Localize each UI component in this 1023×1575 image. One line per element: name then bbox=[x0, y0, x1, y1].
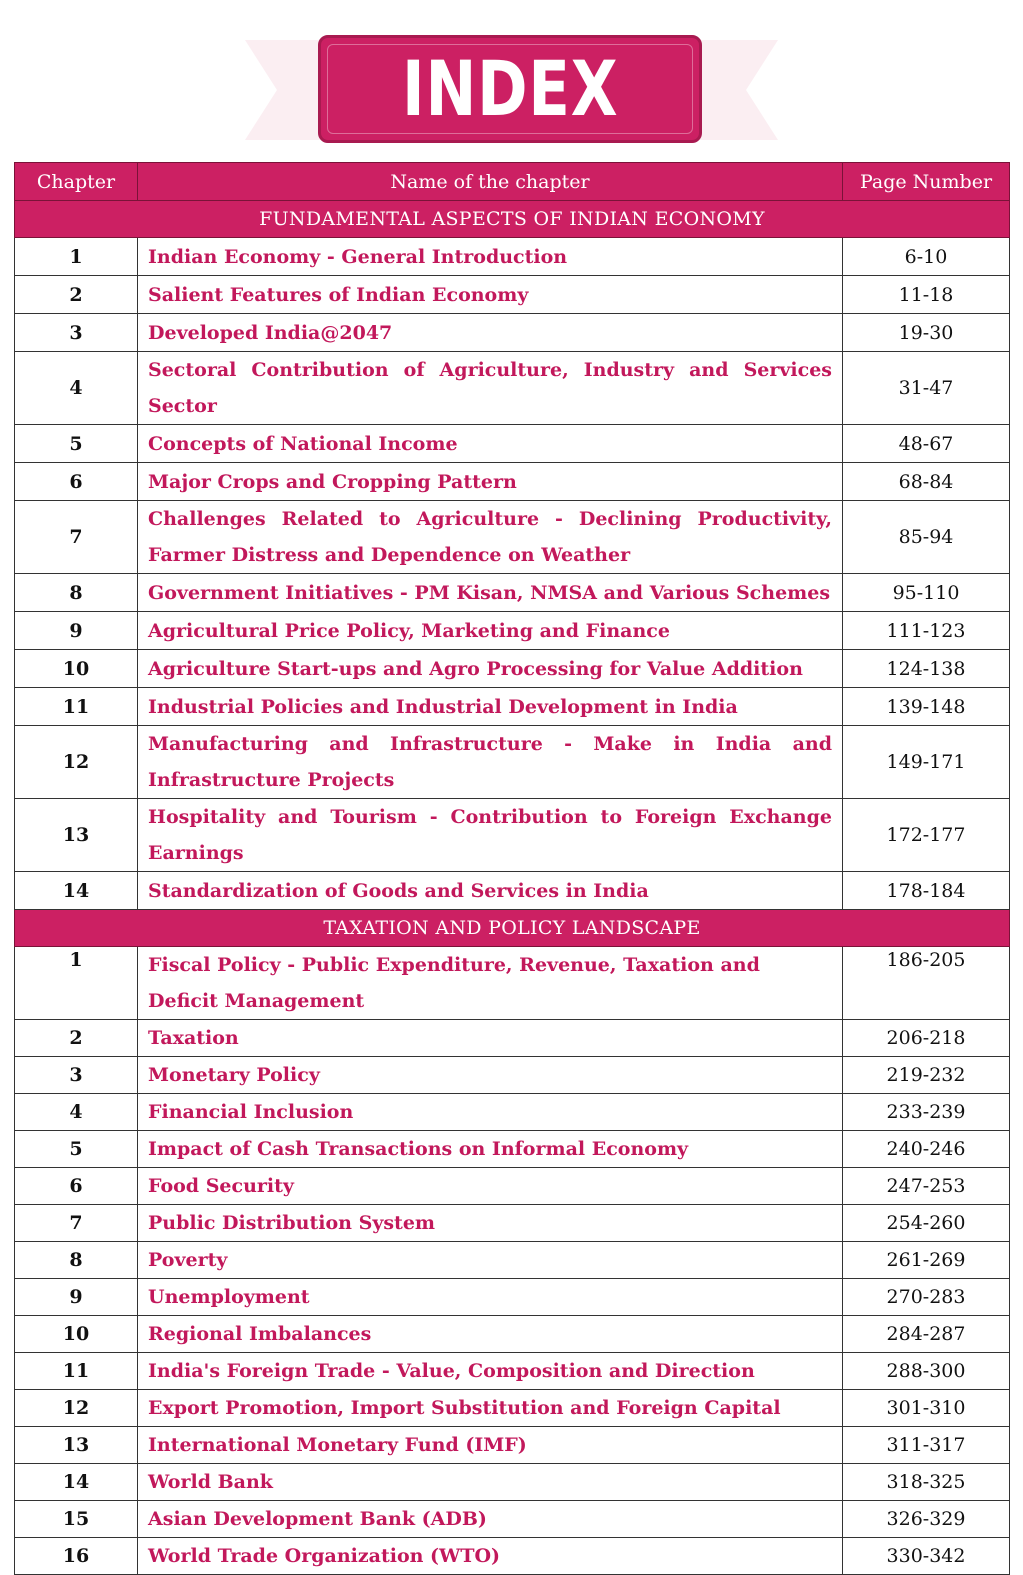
table-row bbox=[15, 501, 1010, 574]
table-row bbox=[15, 1279, 1010, 1316]
chapter-number: 3 bbox=[15, 1057, 138, 1094]
chapter-name: Public Distribution System bbox=[138, 1205, 843, 1242]
page-range: 11-18 bbox=[843, 276, 1010, 314]
chapter-number: 11 bbox=[15, 1353, 138, 1390]
page-range: 240-246 bbox=[843, 1131, 1010, 1168]
page-range: 149-171 bbox=[843, 726, 1010, 799]
table-row bbox=[15, 947, 1010, 1020]
page-range: 19-30 bbox=[843, 314, 1010, 352]
chapter-number-text: 1 bbox=[69, 949, 83, 971]
table-row bbox=[15, 574, 1010, 612]
page-range: 261-269 bbox=[843, 1242, 1010, 1279]
chapter-number bbox=[15, 947, 138, 1020]
chapter-number: 7 bbox=[15, 501, 138, 574]
chapter-name: Salient Features of Indian Economy bbox=[138, 276, 843, 314]
chapter-number: 6 bbox=[15, 1168, 138, 1205]
page-range: 85-94 bbox=[843, 501, 1010, 574]
section-taxation bbox=[15, 910, 1010, 1575]
chapter-name: Challenges Related to Agriculture - Declining Productivity, Farmer Distress and Dependence on Weather bbox=[138, 501, 843, 574]
page-range: 111-123 bbox=[843, 612, 1010, 650]
chapter-name: Industrial Policies and Industrial Development in India bbox=[138, 688, 843, 726]
chapter-name: Poverty bbox=[138, 1242, 843, 1279]
table-row bbox=[15, 463, 1010, 501]
chapter-number: 2 bbox=[15, 1020, 138, 1057]
section-heading: TAXATION AND POLICY LANDSCAPE bbox=[15, 910, 1010, 947]
page-range: 68-84 bbox=[843, 463, 1010, 501]
table-row bbox=[15, 1094, 1010, 1131]
table-row bbox=[15, 1316, 1010, 1353]
table-row bbox=[15, 238, 1010, 276]
chapter-number: 4 bbox=[15, 1094, 138, 1131]
chapter-name: Impact of Cash Transactions on Informal Economy bbox=[138, 1131, 843, 1168]
chapter-number: 10 bbox=[15, 1316, 138, 1353]
table-row bbox=[15, 1390, 1010, 1427]
chapter-number: 11 bbox=[15, 688, 138, 726]
table-row bbox=[15, 314, 1010, 352]
chapter-name: Monetary Policy bbox=[138, 1057, 843, 1094]
section-fundamental bbox=[15, 201, 1010, 910]
chapter-number: 14 bbox=[15, 1464, 138, 1501]
chapter-name: Financial Inclusion bbox=[138, 1094, 843, 1131]
page-range: 95-110 bbox=[843, 574, 1010, 612]
chapter-number: 5 bbox=[15, 425, 138, 463]
table-row bbox=[15, 352, 1010, 425]
chapter-number: 9 bbox=[15, 612, 138, 650]
chapter-name: Food Security bbox=[138, 1168, 843, 1205]
page-range: 247-253 bbox=[843, 1168, 1010, 1205]
page-range: 301-310 bbox=[843, 1390, 1010, 1427]
chapter-number: 9 bbox=[15, 1279, 138, 1316]
page-range: 48-67 bbox=[843, 425, 1010, 463]
table-row bbox=[15, 1353, 1010, 1390]
chapter-number: 7 bbox=[15, 1205, 138, 1242]
section-heading-row bbox=[15, 201, 1010, 238]
page-range: 124-138 bbox=[843, 650, 1010, 688]
chapter-name: World Bank bbox=[138, 1464, 843, 1501]
page-range: 186-205 bbox=[843, 947, 1010, 1020]
page-title: INDEX bbox=[401, 44, 619, 133]
page-range: 206-218 bbox=[843, 1020, 1010, 1057]
chapter-number: 4 bbox=[15, 352, 138, 425]
chapter-name: Major Crops and Cropping Pattern bbox=[138, 463, 843, 501]
table-row bbox=[15, 1057, 1010, 1094]
chapter-number: 1 bbox=[15, 238, 138, 276]
page-range: 284-287 bbox=[843, 1316, 1010, 1353]
chapter-name: India's Foreign Trade - Value, Composition and Direction bbox=[138, 1353, 843, 1390]
chapter-name: Export Promotion, Import Substitution and Foreign Capital bbox=[138, 1390, 843, 1427]
title-banner bbox=[318, 35, 702, 143]
page-range: 318-325 bbox=[843, 1464, 1010, 1501]
section-heading: FUNDAMENTAL ASPECTS OF INDIAN ECONOMY bbox=[15, 201, 1010, 238]
index-table bbox=[14, 162, 1010, 1575]
page-range: 178-184 bbox=[843, 872, 1010, 910]
chapter-number: 16 bbox=[15, 1538, 138, 1575]
table-row bbox=[15, 1501, 1010, 1538]
page-range: 6-10 bbox=[843, 238, 1010, 276]
chapter-name: Agriculture Start-ups and Agro Processing for Value Addition bbox=[138, 650, 843, 688]
page-range: 219-232 bbox=[843, 1057, 1010, 1094]
chapter-name: Sectoral Contribution of Agriculture, Industry and Services Sector bbox=[138, 352, 843, 425]
page-range: 311-317 bbox=[843, 1427, 1010, 1464]
chapter-name: Asian Development Bank (ADB) bbox=[138, 1501, 843, 1538]
page-range: 139-148 bbox=[843, 688, 1010, 726]
chapter-name: Fiscal Policy - Public Expenditure, Revenue, Taxation and Deficit Management bbox=[138, 947, 843, 1020]
chapter-number: 5 bbox=[15, 1131, 138, 1168]
chapter-name: Government Initiatives - PM Kisan, NMSA and Various Schemes bbox=[138, 574, 843, 612]
table-header-row bbox=[15, 163, 1010, 201]
chapter-number: 10 bbox=[15, 650, 138, 688]
table-row bbox=[15, 799, 1010, 872]
chapter-number: 6 bbox=[15, 463, 138, 501]
column-header-name: Name of the chapter bbox=[138, 163, 843, 201]
table-row bbox=[15, 1538, 1010, 1575]
chapter-number: 12 bbox=[15, 1390, 138, 1427]
chapter-number: 13 bbox=[15, 1427, 138, 1464]
table-row bbox=[15, 1242, 1010, 1279]
page-range: 288-300 bbox=[843, 1353, 1010, 1390]
chapter-number: 13 bbox=[15, 799, 138, 872]
table-row bbox=[15, 726, 1010, 799]
page-range: 254-260 bbox=[843, 1205, 1010, 1242]
chapter-name: Manufacturing and Infrastructure - Make in India and Infrastructure Projects bbox=[138, 726, 843, 799]
chapter-number: 3 bbox=[15, 314, 138, 352]
table-row bbox=[15, 1427, 1010, 1464]
table-row bbox=[15, 872, 1010, 910]
chapter-number: 2 bbox=[15, 276, 138, 314]
table-row bbox=[15, 1464, 1010, 1501]
chapter-number: 12 bbox=[15, 726, 138, 799]
column-header-pages: Page Number bbox=[843, 163, 1010, 201]
chapter-name: International Monetary Fund (IMF) bbox=[138, 1427, 843, 1464]
table-row bbox=[15, 425, 1010, 463]
chapter-name: Unemployment bbox=[138, 1279, 843, 1316]
chapter-name: Taxation bbox=[138, 1020, 843, 1057]
chapter-name: Concepts of National Income bbox=[138, 425, 843, 463]
chapter-name: World Trade Organization (WTO) bbox=[138, 1538, 843, 1575]
page-range: 330-342 bbox=[843, 1538, 1010, 1575]
chapter-name: Standardization of Goods and Services in India bbox=[138, 872, 843, 910]
table-row bbox=[15, 1020, 1010, 1057]
table-row bbox=[15, 1205, 1010, 1242]
chapter-number: 14 bbox=[15, 872, 138, 910]
page-range: 31-47 bbox=[843, 352, 1010, 425]
table-row bbox=[15, 650, 1010, 688]
page-range: 270-283 bbox=[843, 1279, 1010, 1316]
table-row bbox=[15, 1131, 1010, 1168]
table-row bbox=[15, 612, 1010, 650]
column-header-chapter: Chapter bbox=[15, 163, 138, 201]
chapter-number: 15 bbox=[15, 1501, 138, 1538]
chapter-name: Developed India@2047 bbox=[138, 314, 843, 352]
chapter-name: Agricultural Price Policy, Marketing and Finance bbox=[138, 612, 843, 650]
chapter-number: 8 bbox=[15, 574, 138, 612]
table-row bbox=[15, 276, 1010, 314]
index-header bbox=[0, 0, 1023, 150]
page-range: 326-329 bbox=[843, 1501, 1010, 1538]
chapter-name: Regional Imbalances bbox=[138, 1316, 843, 1353]
chapter-number: 8 bbox=[15, 1242, 138, 1279]
page-range: 172-177 bbox=[843, 799, 1010, 872]
chapter-name: Hospitality and Tourism - Contribution to Foreign Exchange Earnings bbox=[138, 799, 843, 872]
table-row bbox=[15, 1168, 1010, 1205]
chapter-name: Indian Economy - General Introduction bbox=[138, 238, 843, 276]
page-range: 233-239 bbox=[843, 1094, 1010, 1131]
table-row bbox=[15, 688, 1010, 726]
section-heading-row bbox=[15, 910, 1010, 947]
